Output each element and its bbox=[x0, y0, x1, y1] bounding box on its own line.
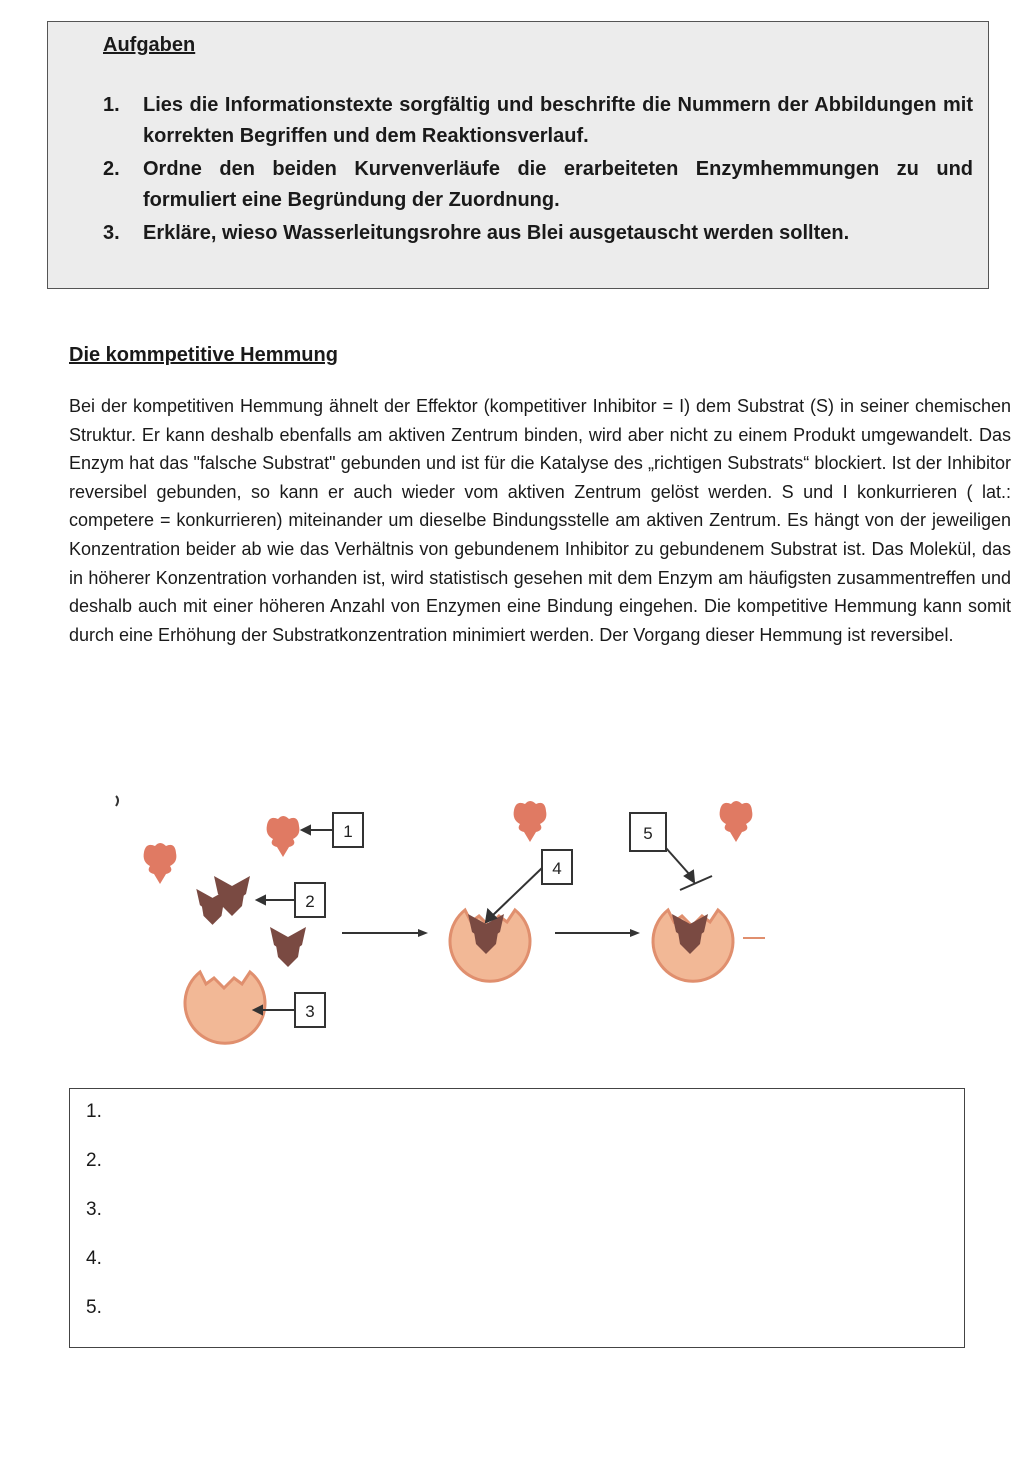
task-number: 2. bbox=[103, 158, 120, 180]
inhibitor-molecule bbox=[720, 801, 753, 842]
competitive-inhibition-figure bbox=[100, 780, 780, 1060]
section-paragraph: Bei der kompetitiven Hemmung ähnelt der Effektor (kompetitiver Inhibitor = I) dem Substrat (S) in seiner chemischen Struktur. Er kann deshalb ebenfalls am aktiven Zentrum binden, wird aber nicht zu einem Produkt umgewandelt. Das Enzym hat das "falsche Substrat" gebunden und ist für die Katalyse des „richtigen Substrats“ blockiert. Ist der Inhibitor reversibel gebunden, so kann er auch wieder vom aktiven Zentrum gelöst werden. S und I konkurrieren ( lat.: competere = konkurrieren) miteinander um dieselbe Bindungsstelle am aktiven Zentrum. Es hängt von der jeweiligen Konzentration beider ab wie das Verhältnis von gebundenem Inhibitor zu gebundenem Substrat ist. Das Molekül, das in höherer Konzentration vorhanden ist, wird statistisch gesehen mit dem Enzym am häufigsten zusammentreffen und deshalb auch mit einer höheren Anzahl von Enzymen eine Bindung eingehen. Die kompetitive Hemmung kann somit durch eine Erhöhung der Substratkonzentration minimiert werden. Der Vorgang dieser Hemmung ist reversibel. bbox=[69, 396, 1011, 645]
tasks-heading: Aufgaben bbox=[103, 34, 196, 56]
task-text: Erkläre, wieso Wasserleitungsrohre aus Blei ausgetauscht werden sollten. bbox=[143, 222, 850, 244]
task-item bbox=[103, 90, 973, 152]
enzyme-product-complex bbox=[653, 910, 765, 981]
task-number: 3. bbox=[103, 222, 120, 244]
substrate-molecule bbox=[270, 927, 306, 967]
reaction-arrow bbox=[555, 929, 640, 937]
task-item bbox=[103, 218, 973, 249]
tasks-list bbox=[103, 90, 973, 251]
label-1-arrowhead bbox=[302, 826, 310, 834]
inhibitor-molecule bbox=[267, 816, 300, 857]
figure-label-4-text: 4 bbox=[552, 859, 562, 878]
figure-label-5 bbox=[630, 813, 666, 851]
label-2-arrowhead bbox=[257, 896, 265, 904]
label-4-leader bbox=[492, 868, 542, 916]
figure-label-2-text: 2 bbox=[305, 892, 315, 911]
label-5-leader bbox=[666, 848, 690, 875]
figure-label-3 bbox=[295, 993, 325, 1027]
answer-box bbox=[69, 1088, 965, 1348]
inhibitor-molecule bbox=[144, 843, 177, 884]
reaction-arrow bbox=[342, 929, 428, 937]
stray-mark bbox=[116, 796, 118, 806]
figure-label-1-text: 1 bbox=[343, 822, 353, 841]
task-text: Ordne den beiden Kurvenverläufe die erarbeiteten Enzymhemmungen zu und formuliert eine Begründung der Zuordnung. bbox=[143, 158, 973, 211]
answer-list bbox=[86, 1099, 102, 1344]
task-item bbox=[103, 154, 973, 216]
label-5-arrowhead bbox=[685, 871, 694, 882]
figure-label-1 bbox=[333, 813, 363, 847]
task-text: Lies die Informationstexte sorgfältig und beschrifte die Nummern der Abbildungen mit korrekten Begriffen und dem Reaktionsverlauf. bbox=[143, 94, 973, 147]
figure-label-5-text: 5 bbox=[643, 824, 653, 843]
figure-label-2 bbox=[295, 883, 325, 917]
figure-label-3-text: 3 bbox=[305, 1002, 315, 1021]
answer-line-3[interactable]: 3. bbox=[86, 1199, 102, 1220]
enzyme-free bbox=[185, 972, 265, 1043]
tasks-box bbox=[47, 21, 989, 289]
label-5-bar bbox=[680, 876, 712, 890]
answer-line-1[interactable]: 1. bbox=[86, 1101, 102, 1122]
answer-line-2[interactable]: 2. bbox=[86, 1150, 102, 1171]
section-heading: Die kommpetitive Hemmung bbox=[69, 344, 338, 366]
inhibitor-molecule bbox=[514, 801, 547, 842]
answer-line-4[interactable]: 4. bbox=[86, 1248, 102, 1269]
figure-label-4 bbox=[542, 850, 572, 884]
answer-line-5[interactable]: 5. bbox=[86, 1297, 102, 1318]
task-number: 1. bbox=[103, 94, 120, 116]
